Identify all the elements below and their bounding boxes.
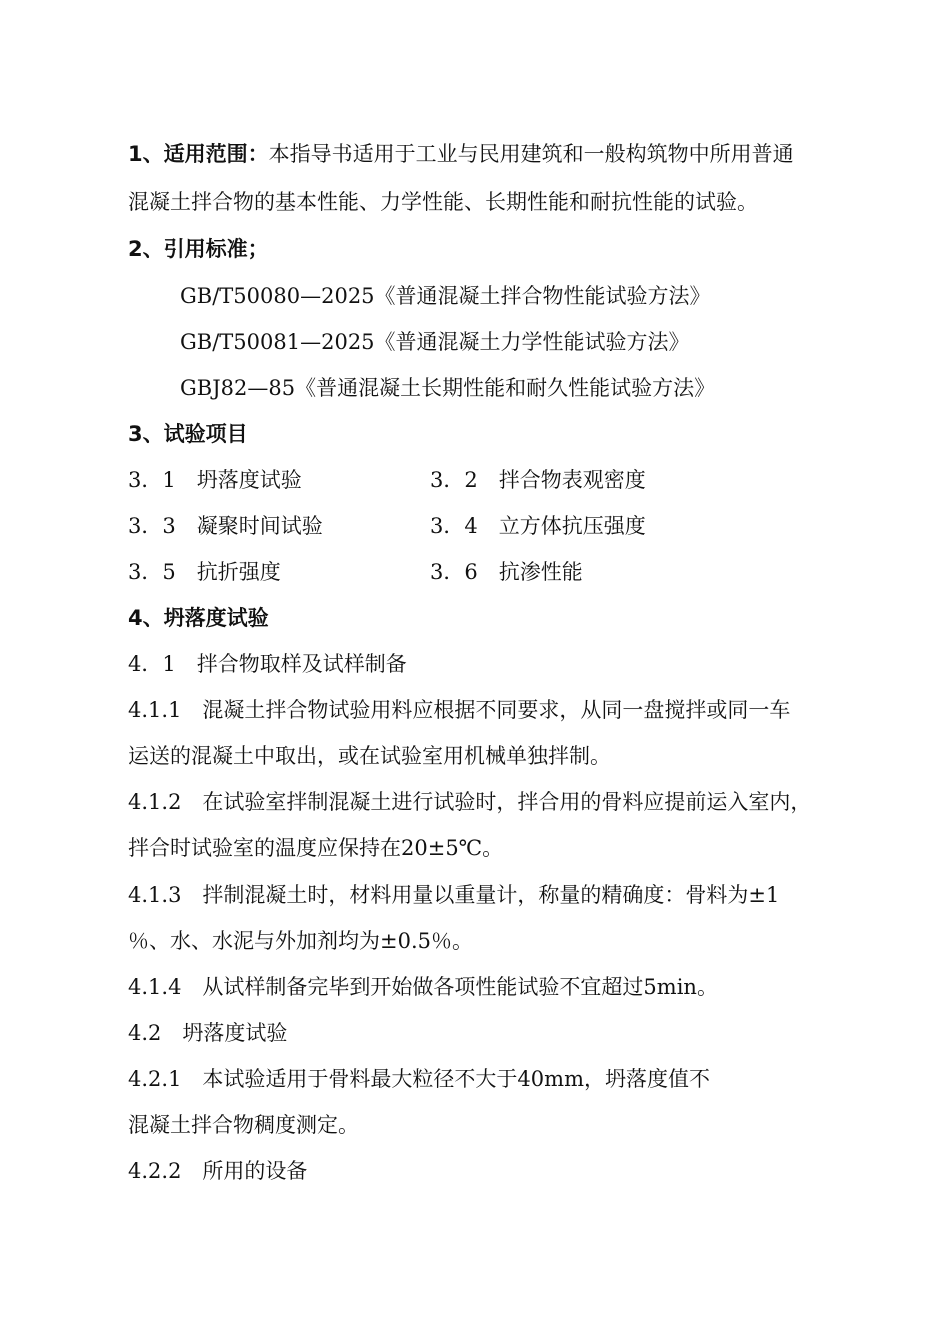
- test-item: 3．5 抗折强度: [128, 560, 281, 584]
- section-2-heading: 2、引用标准；: [128, 237, 269, 261]
- section-3-heading: 3、试验项目: [128, 422, 248, 446]
- test-item: 3．3 凝聚时间试验: [128, 514, 323, 538]
- section-1-heading: 1、适用范围：: [128, 142, 269, 166]
- paragraph-4-1-3-line-1: 4.1.3 拌制混凝土时，材料用量以重量计，称量的精确度：骨料为±1: [128, 883, 780, 907]
- standard-item: GBJ82—85《普通混凝土长期性能和耐久性能试验方法》: [180, 376, 716, 400]
- paragraph-4-2-1-line-1: [128, 1067, 724, 1091]
- paragraph-4-1-2-line-2: 拌合时试验室的温度应保持在20±5℃。: [128, 836, 504, 860]
- test-item: 3．6 抗渗性能: [430, 560, 583, 584]
- paragraph-4-1-3-line-2: ％、水、水泥与外加剂均为±0.5％。: [128, 929, 473, 953]
- truncated-text: 4.2.1 本试验适用于骨料最大粒径不大于40mm，坍落度值不: [128, 1067, 710, 1091]
- subsection-heading: 4．1 拌合物取样及试样制备: [128, 652, 407, 676]
- paragraph-4-1-1-line-2: 运送的混凝土中取出，或在试验室用机械单独拌制。: [128, 744, 611, 768]
- paragraph-4-1-1-line-1: 4.1.1 混凝土拌合物试验用料应根据不同要求，从同一盘搅拌或同一车: [128, 698, 791, 722]
- section-1-text: 本指导书适用于工业与民用建筑和一般构筑物中所用普通: [268, 142, 794, 166]
- test-item: 3．2 拌合物表观密度: [430, 468, 646, 492]
- section-1-line-2: 混凝土拌合物的基本性能、力学性能、长期性能和耐抗性能的试验。: [128, 190, 758, 214]
- test-item: 3．4 立方体抗压强度: [430, 514, 646, 538]
- standard-item: GB/T50080—2025《普通混凝土拌合物性能试验方法》: [180, 284, 711, 308]
- test-item: 3．1 坍落度试验: [128, 468, 302, 492]
- paragraph-4-1-2-line-1: 4.1.2 在试验室拌制混凝土进行试验时，拌合用的骨料应提前运入室内，: [128, 790, 812, 814]
- paragraph-4-2-2: 4.2.2 所用的设备: [128, 1159, 308, 1183]
- paragraph-4-2-1-line-2: 混凝土拌合物稠度测定。: [128, 1113, 359, 1137]
- section-4-heading: 4、坍落度试验: [128, 606, 269, 630]
- subsection-heading: 4.2 坍落度试验: [128, 1021, 288, 1045]
- standard-item: GB/T50081—2025《普通混凝土力学性能试验方法》: [180, 330, 690, 354]
- paragraph-4-1-4: 4.1.4 从试样制备完毕到开始做各项性能试验不宜超过5min。: [128, 975, 718, 999]
- section-1-line-1: [128, 142, 794, 166]
